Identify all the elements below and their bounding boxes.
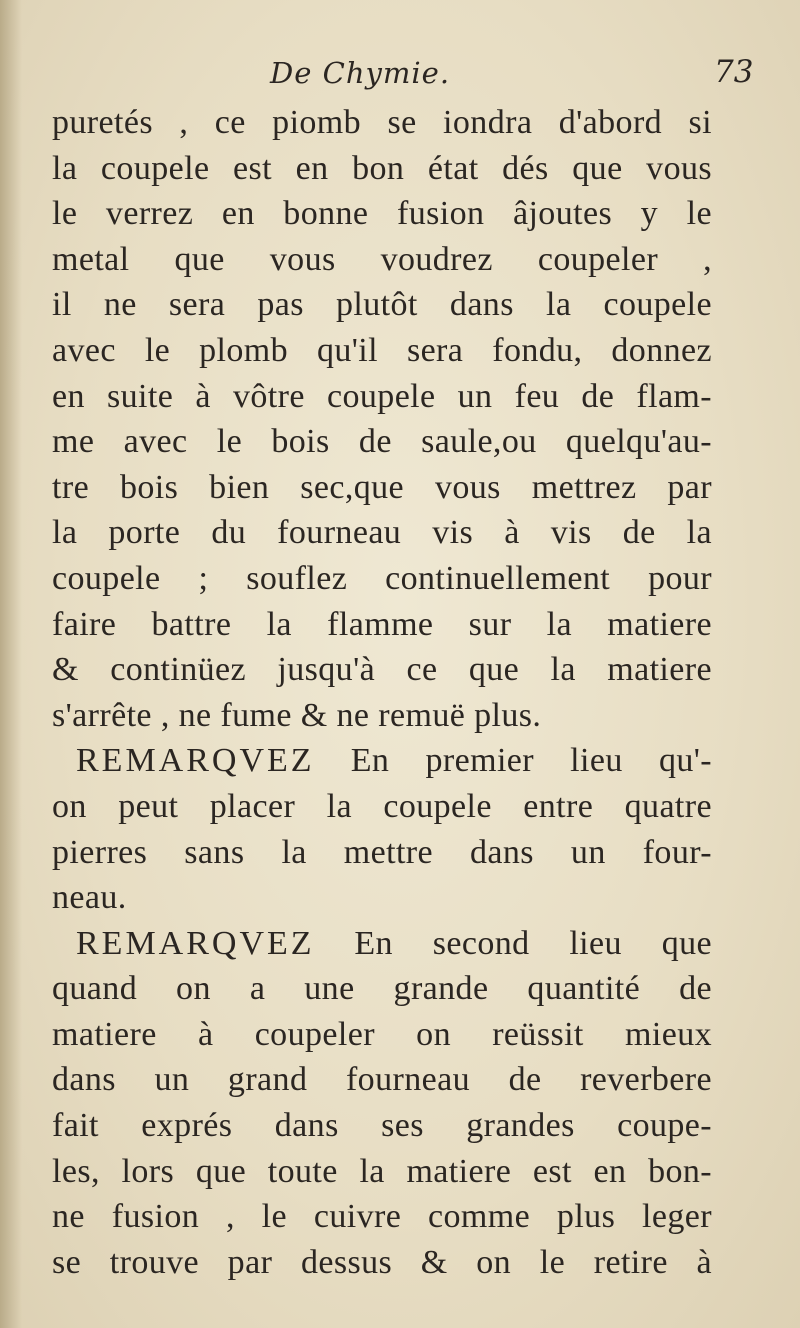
remark-lead-word: REMARQVEZ [76,924,315,962]
page-header [0,54,800,98]
remark-heading-line: REMARQVEZ En second lieu que [76,924,712,962]
text-line: on peut placer la coupele entre quatre [52,787,712,825]
text-line: avec le plomb qu'il sera fondu, donnez [52,331,712,369]
remark-heading-line: REMARQVEZ En premier lieu qu'- [76,742,712,780]
text-line: faire battre la flamme sur la matiere [52,605,712,643]
text-line: pierres sans la mettre dans un four- [52,833,712,871]
text-line: & continüez jusqu'à ce que la matiere [52,651,712,689]
binding-shadow [0,0,22,1328]
body-text [52,100,712,1285]
text-line: matiere à coupeler on reüssit mieux [52,1015,712,1053]
text-line: s'arrête , ne fume & ne remuë plus. [52,696,542,734]
text-line: en suite à vôtre coupele un feu de flam- [52,377,712,415]
text-line: quand on a une grande quantité de [52,970,712,1008]
text-line: metal que vous voudrez coupeler , [52,240,712,278]
text-line: la coupele est en bon état dés que vous [52,149,712,187]
running-head: De Chymie. [270,56,451,90]
text-line: se trouve par dessus & on le retire à [52,1243,712,1281]
text-line: la porte du fourneau vis à vis de la [52,514,712,552]
text-line: fait exprés dans ses grandes coupe- [52,1107,712,1145]
page-number: 73 [714,54,754,90]
text-line: neau. [52,879,127,917]
text-line: coupele ; souflez continuellement pour [52,559,712,597]
text-line: ne fusion , le cuivre comme plus leger [52,1198,712,1236]
text-line: il ne sera pas plutôt dans la coupele [52,286,712,324]
remark-lead-word: REMARQVEZ [76,742,315,780]
text-line: le verrez en bonne fusion âjoutes y le [52,195,712,233]
text-line: dans un grand fourneau de reverbere [52,1061,712,1099]
text-line: puretés , ce piomb se iondra d'abord si [52,104,712,141]
text-line: tre bois bien sec,que vous mettrez par [52,468,712,506]
text-line: me avec le bois de saule,ou quelqu'au- [52,423,712,461]
text-line: les, lors que toute la matiere est en bon- [52,1152,712,1190]
